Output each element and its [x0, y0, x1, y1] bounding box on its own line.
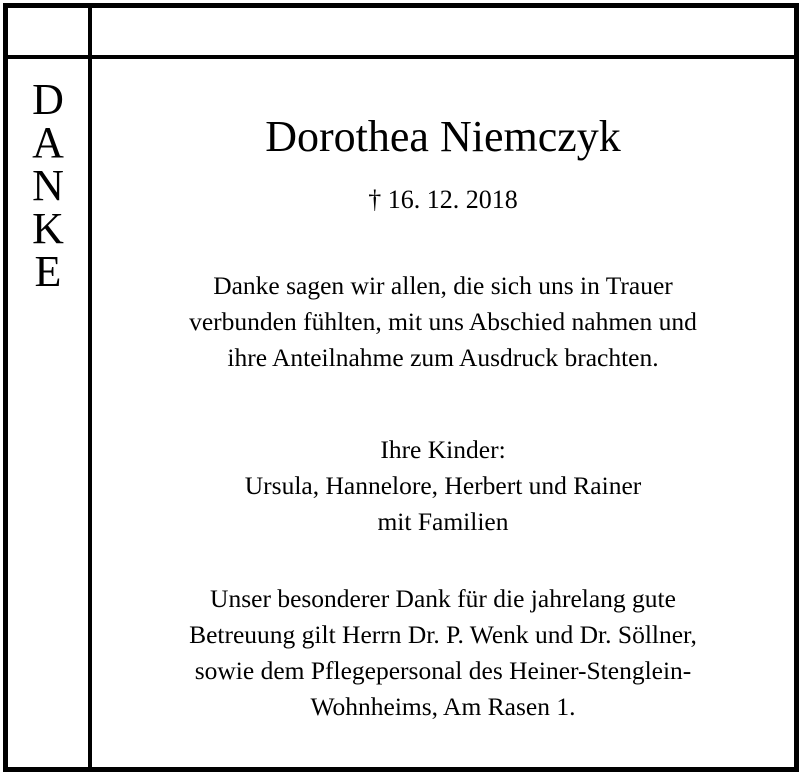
deceased-name: Dorothea Niemczyk: [265, 112, 621, 161]
side-letter: N: [32, 161, 64, 210]
side-letter: K: [32, 204, 64, 253]
text-line: sowie dem Pflegepersonal des Heiner-Stenglein-: [194, 656, 692, 685]
family-paragraph: [92, 432, 794, 540]
text-line: verbunden fühlten, mit uns Abschied nahmen und: [189, 307, 697, 336]
side-letter: A: [32, 118, 64, 167]
text-line: Wohnheims, Am Rasen 1.: [310, 692, 576, 721]
danke-vertical-word: [8, 75, 88, 296]
notice-content: [92, 59, 794, 767]
notice-frame: [3, 3, 799, 772]
text-line: Ihre Kinder:: [380, 435, 506, 464]
text-line: Betreuung gilt Herrn Dr. P. Wenk und Dr. Söllner,: [189, 620, 697, 649]
special-thanks-paragraph: [92, 581, 794, 725]
text-line: Danke sagen wir allen, die sich uns in Trauer: [213, 271, 673, 300]
side-letter: E: [34, 247, 62, 296]
text-line: ihre Anteilnahme zum Ausdruck brachten.: [227, 343, 659, 372]
text-line: mit Familien: [377, 507, 509, 536]
text-line: Ursula, Hannelore, Herbert und Rainer: [244, 471, 642, 500]
death-date: † 16. 12. 2018: [368, 185, 518, 214]
thanks-paragraph: [92, 268, 794, 376]
text-line: Unser besonderer Dank für die jahrelang gute: [210, 584, 676, 613]
side-letter: D: [32, 75, 64, 124]
